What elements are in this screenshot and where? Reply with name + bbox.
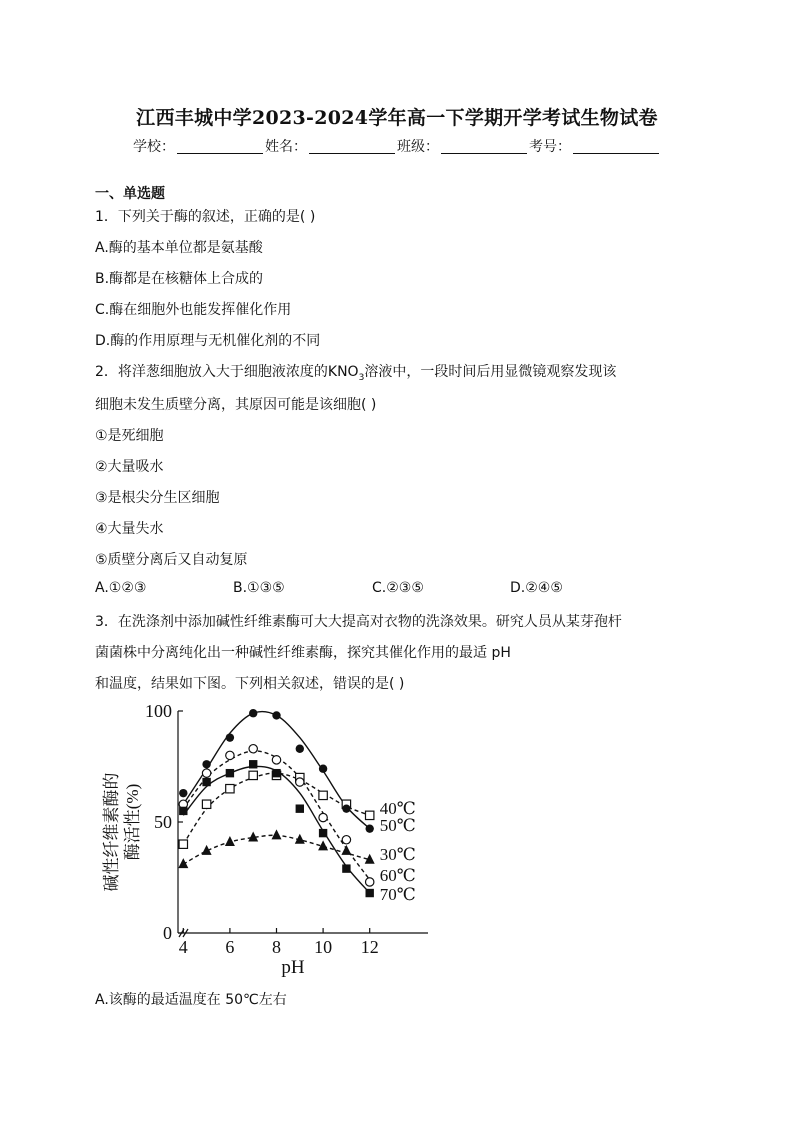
series-3-point: [249, 745, 257, 753]
section-heading: 一、单选题: [95, 186, 165, 202]
series-0-point: [179, 840, 187, 848]
q2-option-b: B.①③⑤: [233, 580, 285, 596]
series-3-point: [226, 751, 234, 759]
q2-stem: [95, 361, 616, 383]
q2-item-3: ③是根尖分生区细胞: [95, 490, 220, 506]
series-4-point: [202, 778, 210, 786]
q3-option-a: A.该酶的最适温度在 50℃左右: [95, 992, 287, 1008]
series-4-point: [342, 864, 350, 872]
q1-option-c: C.酶在细胞外也能发挥催化作用: [95, 302, 292, 318]
legend-label: 50℃: [379, 816, 416, 835]
q2-option-a: A.①②③: [95, 580, 147, 596]
series-1-point: [342, 804, 350, 812]
series-2-point: [225, 836, 235, 846]
series-4-point: [249, 760, 257, 768]
x-tick-label: 6: [225, 937, 235, 957]
series-0-point: [319, 791, 327, 799]
student-info-line: [0, 136, 794, 156]
series-0-point: [366, 811, 374, 819]
series-1-point: [226, 733, 234, 741]
series-3-point: [202, 769, 210, 777]
legend-label: 60℃: [379, 866, 416, 885]
id-label: 考号：: [529, 139, 571, 155]
y-tick-label: 0: [163, 923, 172, 943]
series-4-point: [179, 807, 187, 815]
q2-item-1: ①是死细胞: [95, 428, 164, 444]
series-1-point: [319, 765, 327, 773]
q3-stem-line2: 菌菌株中分离纯化出一种碱性纤维素酶，探究其催化作用的最适 pH: [95, 645, 511, 661]
x-tick-label: 10: [314, 937, 333, 957]
name-blank[interactable]: [309, 139, 395, 154]
q2-stem-sub: 3: [358, 372, 365, 383]
q2-item-4: ④大量失水: [95, 521, 164, 537]
legend-label: 70℃: [379, 885, 416, 904]
q1-stem: 1．下列关于酶的叙述，正确的是( ): [95, 209, 316, 225]
series-3-point: [319, 813, 327, 821]
series-1-point: [366, 824, 374, 832]
q1-option-a: A.酶的基本单位都是氨基酸: [95, 240, 263, 256]
series-4-point: [226, 769, 234, 777]
q2-stem-post: 溶液中，一段时间后用显微镜观察发现该: [364, 364, 617, 380]
series-1-point: [272, 711, 280, 719]
series-4-point: [319, 829, 327, 837]
series-4-point: [272, 769, 280, 777]
series-1-point: [202, 760, 210, 768]
legend-label: 40℃: [379, 799, 416, 818]
y-axis-label-line2: 酶活性(%): [123, 783, 142, 861]
q2-stem-pre: 2．将洋葱细胞放入大于细胞液浓度的KNO: [95, 364, 359, 380]
q3-stem-line3: 和温度，结果如下图。下列相关叙述，错误的是( ): [95, 676, 405, 692]
q2-option-c: C.②③⑤: [372, 580, 424, 596]
id-blank[interactable]: [573, 139, 659, 154]
series-3-point: [272, 756, 280, 764]
q1-option-b: B.酶都是在核糖体上合成的: [95, 271, 264, 287]
y-tick-label: 50: [154, 812, 172, 832]
y-axis-label-line1: 碱性纤维素酶的: [102, 772, 121, 892]
q1-option-d: D.酶的作用原理与无机催化剂的不同: [95, 333, 321, 349]
enzyme-activity-chart: [95, 697, 440, 982]
series-0-point: [202, 800, 210, 808]
series-0-point: [249, 771, 257, 779]
name-label: 姓名：: [265, 139, 307, 155]
y-tick-label: 100: [145, 701, 172, 721]
series-2-point: [341, 845, 351, 855]
series-0-point: [226, 785, 234, 793]
series-3-point: [342, 836, 350, 844]
q2-options: [95, 580, 563, 596]
x-tick-label: 12: [360, 937, 379, 957]
series-2-point: [178, 858, 188, 868]
series-3-point: [366, 878, 374, 886]
series-2-point: [272, 829, 282, 839]
q2-item-2: ②大量吸水: [95, 459, 164, 475]
school-blank[interactable]: [177, 139, 263, 154]
series-3-point: [296, 778, 304, 786]
class-blank[interactable]: [441, 139, 527, 154]
class-label: 班级：: [397, 139, 439, 155]
x-tick-label: 4: [178, 937, 188, 957]
school-label: 学校：: [133, 139, 175, 155]
page-title: 江西丰城中学2023-2024学年高一下学期开学考试生物试卷: [136, 107, 658, 129]
series-4-point: [366, 889, 374, 897]
q2-stem-line2: 细胞未发生质壁分离，其原因可能是该细胞( ): [95, 397, 377, 413]
series-1-point: [249, 709, 257, 717]
legend-label: 30℃: [379, 845, 416, 864]
series-1-point: [179, 789, 187, 797]
x-axis-label: pH: [281, 957, 305, 978]
series-4-point: [296, 804, 304, 812]
x-tick-label: 8: [272, 937, 281, 957]
q2-option-d: D.②④⑤: [510, 580, 563, 596]
q2-item-5: ⑤质壁分离后又自动复原: [95, 552, 248, 568]
q3-stem-line1: 3．在洗涤剂中添加碱性纤维素酶可大大提高对衣物的洗涤效果。研究人员从某芽孢杆: [95, 614, 622, 630]
series-1-point: [296, 745, 304, 753]
